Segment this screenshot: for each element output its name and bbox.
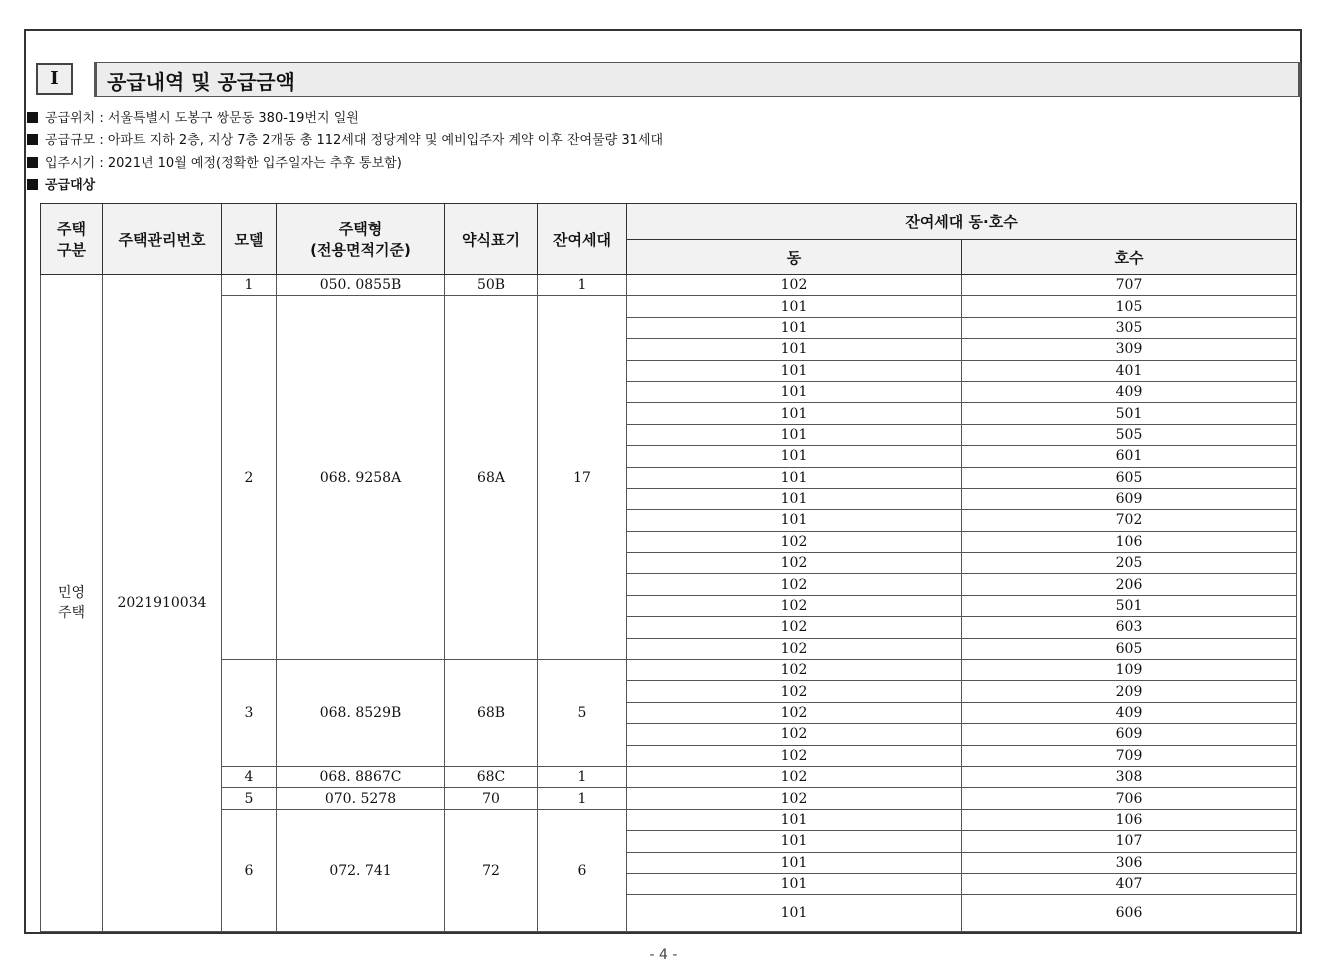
cell-ho: 709 [962,745,1297,766]
cell-dong: 102 [627,660,962,681]
cell-ho: 601 [962,446,1297,467]
cell-ho: 206 [962,574,1297,595]
cell-dong: 102 [627,724,962,745]
cell-ho: 609 [962,724,1297,745]
cell-ho: 107 [962,831,1297,852]
cell-dong: 101 [627,296,962,317]
cell-ho: 306 [962,852,1297,873]
cell-ho: 605 [962,467,1297,488]
cell-ho: 409 [962,702,1297,723]
cell-dong: 102 [627,638,962,659]
cell-dong: 101 [627,381,962,402]
cell-ho: 109 [962,660,1297,681]
cell-dong: 101 [627,852,962,873]
bullet-location: 공급위치 : 서울특별시 도봉구 쌍문동 380-19번지 일원 [27,110,359,128]
bullet-scale: 공급규모 : 아파트 지하 2층, 지상 7층 2개동 총 112세대 정당계약 및 예비입주자 계약 이후 잔여물량 31세대 [27,132,663,150]
section-title: 공급내역 및 공급금액 [107,70,295,94]
cell-dong: 101 [627,873,962,894]
cell-dong: 101 [627,831,962,852]
section-title-bar [94,62,1301,97]
cell-remaining: 1 [538,766,627,787]
cell-remaining: 1 [538,788,627,809]
cell-ho: 505 [962,424,1297,445]
cell-dong: 101 [627,467,962,488]
section-number: I [36,63,73,95]
cell-abbr: 72 [445,809,538,932]
cell-mgmt-no: 2021910034 [103,275,222,932]
cell-ho: 605 [962,638,1297,659]
supply-table [40,203,1297,932]
cell-housing-size: 070. 5278 [277,788,445,809]
cell-dong: 101 [627,809,962,830]
bullet-square-icon [27,179,38,190]
cell-ho: 305 [962,317,1297,338]
table-row [41,788,1297,809]
cell-ho: 209 [962,681,1297,702]
cell-dong: 102 [627,681,962,702]
cell-dong: 102 [627,617,962,638]
page-number: - 4 - [649,947,678,963]
cell-dong: 102 [627,574,962,595]
header-model: 모델 [222,204,277,275]
cell-ho: 707 [962,275,1297,296]
cell-dong: 102 [627,788,962,809]
cell-ho: 702 [962,510,1297,531]
bullet-move-in: 입주시기 : 2021년 10월 예정(정확한 입주일자는 추후 통보함) [27,155,402,173]
cell-abbr: 50B [445,275,538,296]
table-row [41,809,1297,830]
header-ho: 호수 [962,240,1297,275]
cell-ho: 308 [962,766,1297,787]
cell-ho: 401 [962,360,1297,381]
cell-ho: 609 [962,488,1297,509]
cell-dong: 102 [627,702,962,723]
cell-dong: 102 [627,595,962,616]
header-housing-type: 주택 구분 [41,204,103,275]
cell-dong: 101 [627,403,962,424]
cell-model: 4 [222,766,277,787]
cell-remaining: 17 [538,296,627,660]
cell-dong: 101 [627,895,962,932]
cell-ho: 501 [962,403,1297,424]
cell-model: 2 [222,296,277,660]
table-row [41,275,1297,296]
cell-ho: 105 [962,296,1297,317]
cell-housing-size: 068. 8529B [277,660,445,767]
cell-ho: 205 [962,553,1297,574]
bullet-target: 공급대상 [27,177,95,195]
cell-housing-size: 068. 8867C [277,766,445,787]
header-remaining: 잔여세대 [538,204,627,275]
cell-dong: 101 [627,317,962,338]
table-body [41,275,1297,932]
cell-dong: 101 [627,339,962,360]
table-row [41,296,1297,317]
header-housing-size: 주택형 (전용면적기준) [277,204,445,275]
cell-model: 1 [222,275,277,296]
cell-ho: 409 [962,381,1297,402]
header-unit-group: 잔여세대 동·호수 [627,204,1297,240]
cell-housing-type: 민영 주택 [41,275,103,932]
cell-model: 6 [222,809,277,932]
header-dong: 동 [627,240,962,275]
cell-abbr: 70 [445,788,538,809]
table-row [41,766,1297,787]
cell-dong: 101 [627,360,962,381]
cell-dong: 102 [627,553,962,574]
cell-ho: 309 [962,339,1297,360]
cell-dong: 102 [627,275,962,296]
cell-abbr: 68C [445,766,538,787]
cell-ho: 706 [962,788,1297,809]
cell-dong: 102 [627,745,962,766]
cell-housing-size: 072. 741 [277,809,445,932]
cell-abbr: 68A [445,296,538,660]
bullet-square-icon [27,157,38,168]
cell-dong: 101 [627,488,962,509]
cell-ho: 106 [962,809,1297,830]
bullet-square-icon [27,112,38,123]
cell-dong: 101 [627,510,962,531]
cell-ho: 501 [962,595,1297,616]
table-row [41,660,1297,681]
cell-abbr: 68B [445,660,538,767]
cell-dong: 102 [627,531,962,552]
cell-housing-size: 068. 9258A [277,296,445,660]
cell-dong: 102 [627,766,962,787]
bullet-square-icon [27,134,38,145]
cell-model: 5 [222,788,277,809]
cell-ho: 106 [962,531,1297,552]
cell-remaining: 6 [538,809,627,932]
cell-ho: 606 [962,895,1297,932]
cell-dong: 101 [627,446,962,467]
cell-housing-size: 050. 0855B [277,275,445,296]
cell-remaining: 5 [538,660,627,767]
header-mgmt-no: 주택관리번호 [103,204,222,275]
cell-dong: 101 [627,424,962,445]
cell-ho: 407 [962,873,1297,894]
header-abbr: 약식표기 [445,204,538,275]
cell-ho: 603 [962,617,1297,638]
cell-remaining: 1 [538,275,627,296]
cell-model: 3 [222,660,277,767]
